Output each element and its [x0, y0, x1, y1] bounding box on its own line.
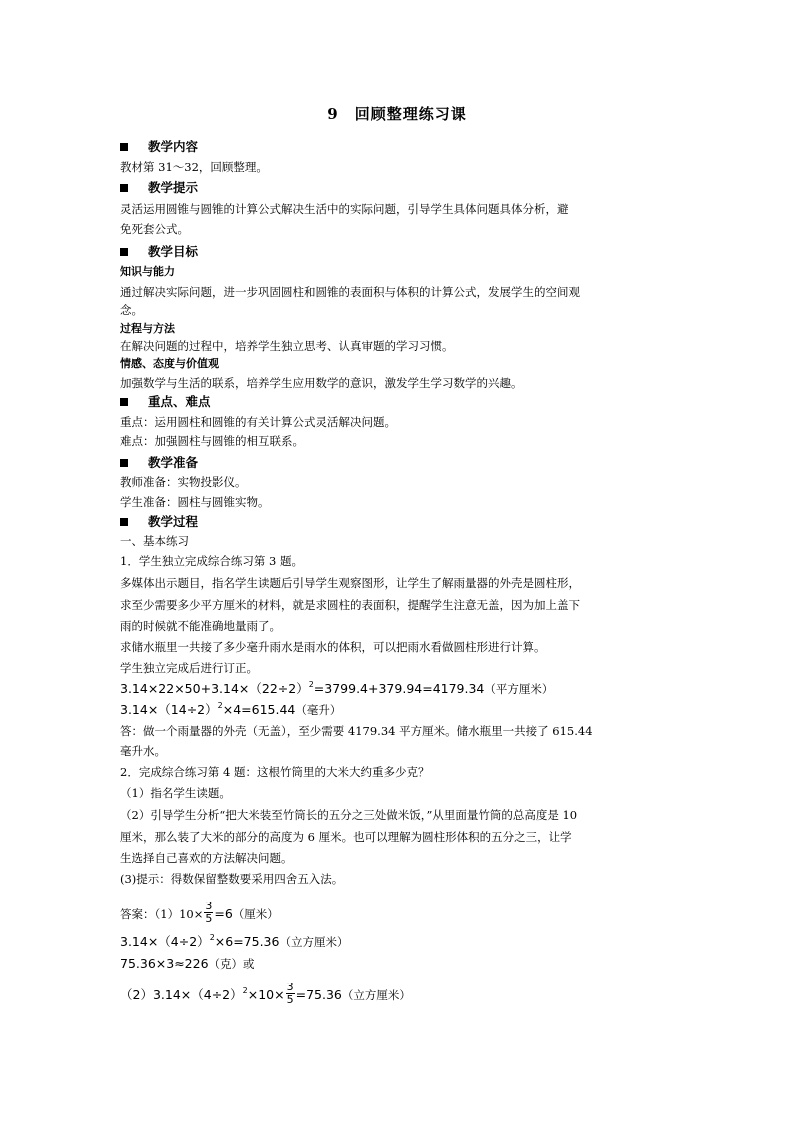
- square-bullet-icon: [120, 143, 128, 151]
- answer1-line: 答：做一个雨量器的外壳（无盖），至少需要 4179.34 平方厘米。储水瓶里一共接了 615.44: [120, 724, 593, 738]
- hint-line: 免死套公式。: [120, 222, 189, 236]
- heading-process: 教学过程: [120, 512, 690, 532]
- page-title: 9 回顾整理练习课: [327, 105, 467, 123]
- process-item2: 2．完成综合练习第 4 题：这根竹筒里的大米大约重多少克？: [120, 765, 430, 779]
- process-item1-line: 求储水瓶里一共接了多少毫升雨水是雨水的体积，可以把雨水看做圆柱形进行计算。: [120, 640, 546, 654]
- process-item2-1: （1）指名学生读题。: [120, 786, 231, 800]
- process-item1-line: 求至少需要多少平方厘米的材料，就是求圆柱的表面积，提醒学生注意无盖，因为加上盖下: [120, 598, 580, 612]
- square-bullet-icon: [120, 184, 128, 192]
- heading-goals: 教学目标: [120, 242, 690, 262]
- square-bullet-icon: [120, 459, 128, 467]
- fraction-three-fifths: $\frac{3}{5}$: [286, 983, 294, 1006]
- process-part1: 一、基本练习: [120, 534, 189, 548]
- process-item1-line: 雨的时候就不能准确地量雨了。: [120, 619, 281, 633]
- goals-process-text: 在解决问题的过程中，培养学生独立思考、认真审题的学习习惯。: [120, 339, 454, 353]
- goals-emotion-label: 情感、态度与价值观: [120, 357, 219, 370]
- formula-2: $3.14\times(14\div 2)^2\times 4=615.44$（毫升）: [120, 701, 342, 717]
- process-item1-line: 学生独立完成后进行订正。: [120, 661, 258, 675]
- preparation-student: 学生准备：圆柱与圆锥实物。: [120, 495, 270, 509]
- process-item2-2-line: 生选择自己喜欢的方法解决问题。: [120, 851, 293, 865]
- goals-emotion-text: 加强数学与生活的联系，培养学生应用数学的意识，激发学生学习数学的兴趣。: [120, 376, 523, 390]
- goals-knowledge-line: 念。: [120, 303, 143, 317]
- square-bullet-icon: [120, 398, 128, 406]
- square-bullet-icon: [120, 248, 128, 256]
- heading-content: 教学内容: [120, 137, 690, 157]
- fraction-three-fifths: $\frac{3}{5}$: [205, 902, 213, 925]
- process-item1-line: 多媒体出示题目，指名学生读题后引导学生观察图形，让学生了解雨量器的外壳是圆柱形，: [120, 576, 580, 590]
- hint-line: 灵活运用圆锥与圆锥的计算公式解决生活中的实际问题，引导学生具体问题具体分析，避: [120, 202, 569, 216]
- goals-knowledge-label: 知识与能力: [120, 265, 175, 278]
- formula-1: $3.14\times 22\times 50+3.14\times(22\div 2)^2=3799.4+379.94=4179.34$（平方厘米）: [120, 680, 554, 696]
- process-item2-3: (3)提示：得数保留整数要采用四舍五入法。: [120, 872, 344, 886]
- goals-process-label: 过程与方法: [120, 322, 175, 335]
- heading-hint: 教学提示: [120, 178, 690, 198]
- answer-d: $(2)3.14\times(4\div 2)^2\times 10\times$ $\frac{3}{5}$ =75.36（立方厘米）: [120, 983, 411, 1006]
- heading-key-points: 重点、难点: [120, 392, 690, 412]
- answer1-line: 毫升水。: [120, 744, 166, 758]
- goals-knowledge-line: 通过解决实际问题，进一步巩固圆柱和圆锥的表面积与体积的计算公式，发展学生的空间观: [120, 285, 580, 299]
- answer-c: 75.36×3≈226（克）或: [120, 956, 255, 971]
- preparation-teacher: 教师准备：实物投影仪。: [120, 475, 247, 489]
- square-bullet-icon: [120, 518, 128, 526]
- answer-b: $3.14\times(4\div 2)^2\times 6=75.36$（立方厘米）: [120, 933, 349, 949]
- process-item1: 1．学生独立完成综合练习第 3 题。: [120, 554, 303, 568]
- key-point-text: 重点：运用圆柱和圆锥的有关计算公式灵活解决问题。: [120, 415, 396, 429]
- heading-preparation: 教学准备: [120, 453, 690, 473]
- content-text: 教材第 31～32，回顾整理。: [120, 160, 268, 174]
- difficult-point-text: 难点：加强圆柱与圆锥的相互联系。: [120, 434, 304, 448]
- answer-a: 答案：（1）10× $\frac{3}{5}$ =6（厘米）: [120, 902, 279, 925]
- process-item2-2-line: 厘米，那么装了大米的部分的高度为 6 厘米。也可以理解为圆柱形体积的五分之三，让学: [120, 830, 572, 844]
- process-item2-2-line: （2）引导学生分析“把大米装至竹筒长的五分之三处做米饭，”从里面量竹筒的总高度是 10: [120, 808, 578, 822]
